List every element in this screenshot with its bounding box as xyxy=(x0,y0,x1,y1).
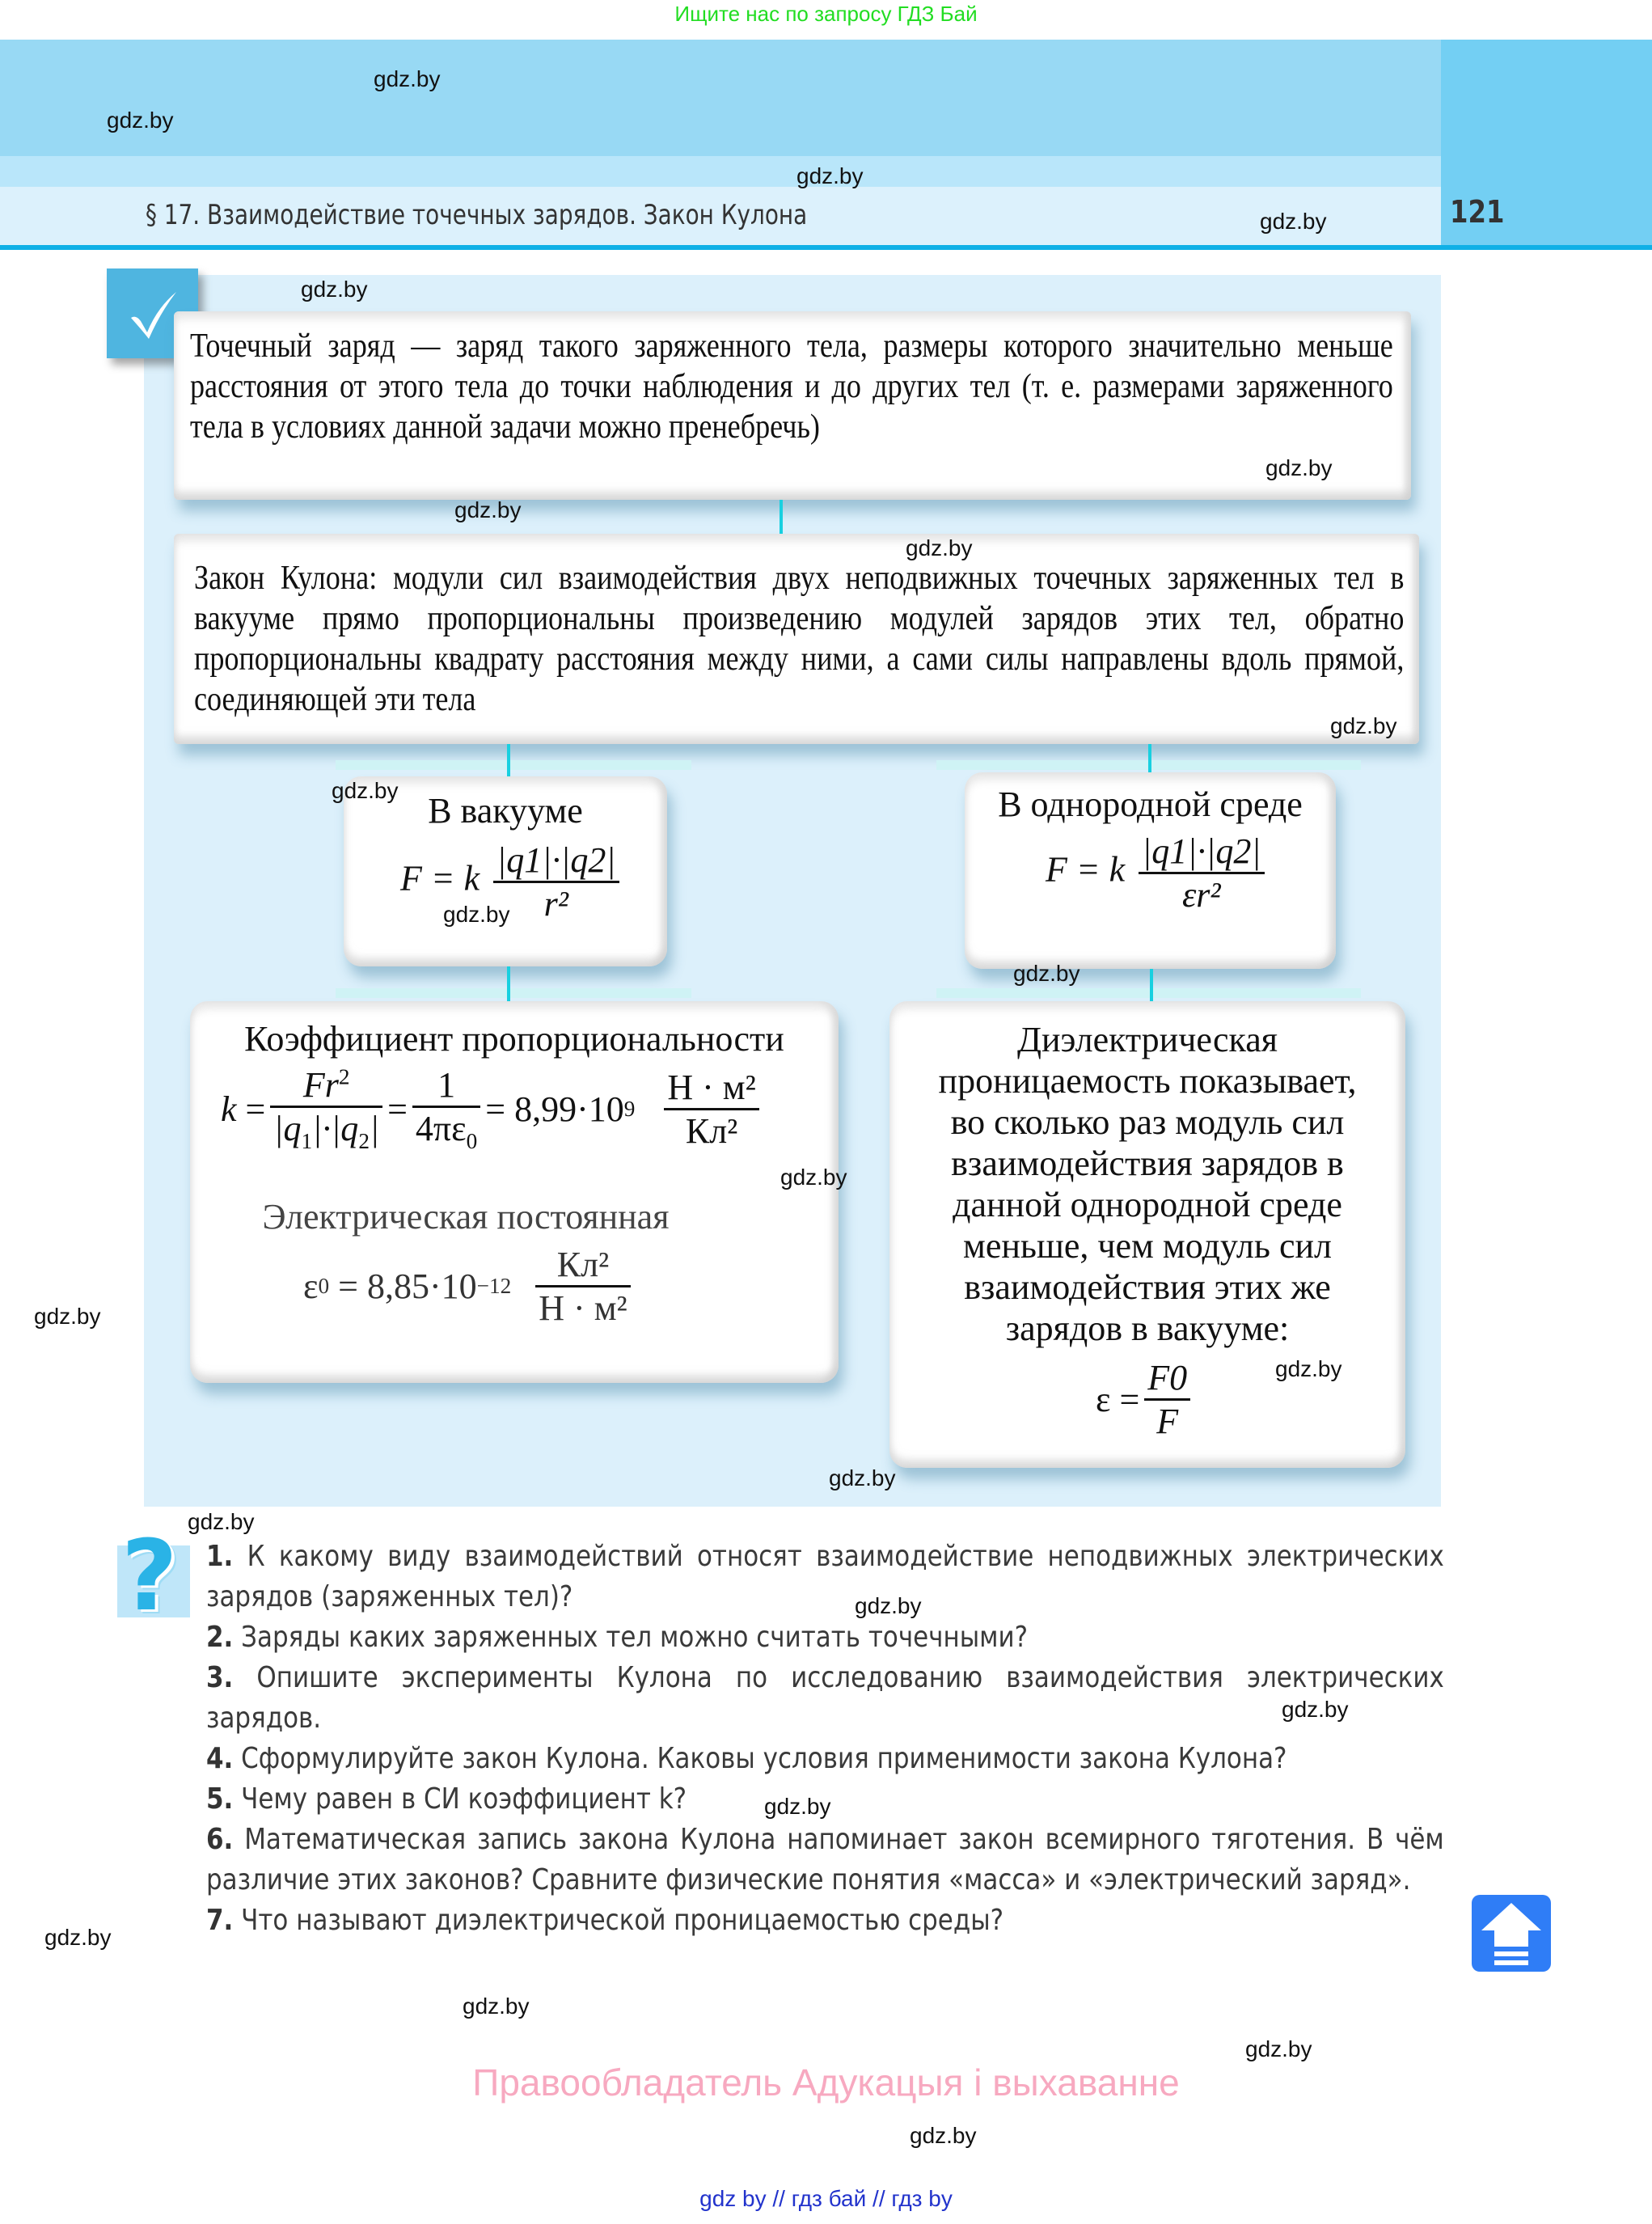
eps-title: Электрическая постоянная xyxy=(262,1197,670,1237)
question-number: 6. xyxy=(206,1823,234,1856)
footer-links[interactable]: gdz by // гдз бай // гдз by xyxy=(699,2186,953,2211)
watermark: gdz.by xyxy=(1013,961,1080,986)
denominator: εr² xyxy=(1181,875,1221,915)
watermark: gdz.by xyxy=(188,1509,255,1534)
eps-formula: ε 0 = 8,85 ·10 −12 $\frac{\text{Кл²}}{\text{Н · м²}}$ xyxy=(303,1244,636,1329)
question-number: 2. xyxy=(206,1621,234,1654)
question-text: Опишите эксперименты Кулона по исследованию взаимодействия электрических зарядов. xyxy=(206,1661,1444,1735)
dielectric-formula xyxy=(1096,1357,1195,1442)
k-formula: k = $\frac{Fr^2}{|q_1|\cdot|q_2|}$ = $\frac{1}{4\pi\varepsilon_0}$ = 8,99 ·10 9 $\frac{\text{Н · м²}}{\text{Кл²}}$ xyxy=(221,1064,764,1154)
watermark: gdz.by xyxy=(855,1593,922,1618)
watermark: gdz.by xyxy=(107,108,174,133)
coefficient-title: Коэффициент пропорциональности xyxy=(244,1019,784,1059)
question-item xyxy=(206,1658,1444,1739)
question-item xyxy=(206,1617,1444,1658)
watermark: gdz.by xyxy=(1245,2036,1312,2061)
watermark: gdz.by xyxy=(780,1165,847,1190)
watermark: gdz.by xyxy=(44,1925,112,1950)
coulomb-law-box xyxy=(174,534,1419,744)
watermark: gdz.by xyxy=(910,2123,977,2148)
watermark: gdz.by xyxy=(1260,209,1327,234)
question-text: Сформулируйте закон Кулона. Каковы условия применимости закона Кулона? xyxy=(241,1742,1287,1775)
question-number: 4. xyxy=(206,1742,234,1775)
connector-line xyxy=(1150,969,1153,1001)
connector-line xyxy=(507,966,510,1001)
watermark: gdz.by xyxy=(374,66,441,91)
medium-formula xyxy=(1046,831,1270,915)
questions-list xyxy=(206,1537,1443,1941)
eps-unit-denominator: Н · м² xyxy=(539,1288,627,1328)
eps-unit-numerator: Кл² xyxy=(556,1245,610,1284)
watermark: gdz.by xyxy=(764,1794,831,1819)
copyright-notice: Правообладатель Адукацыя і выхаванне xyxy=(472,2061,1180,2103)
k-value: 8,99 xyxy=(514,1089,577,1129)
question-text: К какому виду взаимодействий относят взаимодействие неподвижных электрических зарядов (заряженных тел)? xyxy=(206,1540,1444,1613)
fraction: $\frac{1}{4\pi\varepsilon_0}$ xyxy=(412,1064,480,1154)
watermark: gdz.by xyxy=(1330,713,1397,738)
question-number: 1. xyxy=(206,1540,234,1573)
denominator: r² xyxy=(543,884,568,924)
vacuum-formula xyxy=(400,839,624,924)
connector-line xyxy=(780,500,783,534)
connector-band xyxy=(336,760,691,770)
checkmark-icon xyxy=(125,285,181,342)
question-number: 7. xyxy=(206,1904,234,1937)
numerator: |q1|·|q2| xyxy=(1142,831,1261,871)
watermark: gdz.by xyxy=(443,902,510,927)
definition-box xyxy=(174,311,1411,500)
question-text: Что называют диэлектрической проницаемостью среды? xyxy=(241,1904,1004,1937)
question-item xyxy=(206,1739,1444,1779)
watermark: gdz.by xyxy=(829,1465,896,1490)
coefficient-box xyxy=(190,1001,839,1383)
watermark: gdz.by xyxy=(1275,1356,1342,1381)
medium-title: В однородной среде xyxy=(998,784,1303,824)
definition-text: Точечный заряд — заряд такого заряженного тела, размеры которого значительно меньше расстояния от этого тела до точки наблюдения и до других тел (т. е. размерами заряженного тела в условиях данной задачи можно пренебречь) xyxy=(190,328,1393,446)
fraction xyxy=(493,839,619,924)
fraction: $\frac{Fr^2}{|q_1|\cdot|q_2|}$ xyxy=(270,1064,382,1154)
question-text: Математическая запись закона Кулона напоминает закон всемирного тяготения. В чём различие этих законов? Сравните физические понятия «масса» и «электрический заряд». xyxy=(206,1823,1444,1896)
formula-lhs: F = k xyxy=(400,858,480,898)
watermark: gdz.by xyxy=(796,163,864,188)
header-divider xyxy=(0,245,1652,250)
connector-line xyxy=(507,744,510,776)
watermark: gdz.by xyxy=(1265,455,1333,480)
watermark: gdz.by xyxy=(906,535,973,560)
watermark: gdz.by xyxy=(1282,1697,1349,1722)
connector-line xyxy=(1148,744,1151,773)
question-number: 3. xyxy=(206,1661,234,1694)
eps-value: 8,85 xyxy=(366,1266,429,1306)
denominator: F xyxy=(1156,1402,1179,1441)
k-unit-denominator: Кл² xyxy=(685,1110,738,1151)
k-exponent: 9 xyxy=(623,1096,636,1121)
question-text: Чему равен в СИ коэффициент k? xyxy=(241,1782,687,1816)
watermark: gdz.by xyxy=(34,1304,101,1329)
watermark: gdz.by xyxy=(463,1994,530,2019)
watermark: gdz.by xyxy=(454,497,522,522)
section-title: § 17. Взаимодействие точечных зарядов. Закон Кулона xyxy=(146,199,808,231)
fraction xyxy=(1139,831,1264,915)
numerator: |q1|·|q2| xyxy=(496,840,616,880)
arrow-up-icon xyxy=(1472,1895,1551,1972)
question-item xyxy=(206,1901,1444,1941)
coulomb-law-text: Закон Кулона: модули сил взаимодействия двух неподвижных точечных заряженных тел в вакууме прямо пропорциональны произведению модулей зарядов этих тел, обратно пропорциональны квадрату расстояния между ними, а сами силы направлены вдоль прямой, соединяющей эти тела xyxy=(194,560,1405,718)
numerator: F0 xyxy=(1147,1358,1188,1397)
eps-exponent: −12 xyxy=(476,1274,512,1298)
dielectric-text: Диэлектрическая проницаемость показывает, во сколько раз модуль сил взаимодействия зарядов в данной однородной среде меньше, чем модуль сил взаимодействия этих же зарядов в вакууме: xyxy=(938,1020,1357,1348)
page-number: 121 xyxy=(1450,194,1505,230)
connector-band xyxy=(936,988,1361,998)
question-item xyxy=(206,1820,1444,1901)
scroll-to-top-button[interactable] xyxy=(1472,1895,1551,1972)
top-banner: Ищите нас по запросу ГДЗ Бай xyxy=(674,2,978,26)
vacuum-formula-box xyxy=(344,776,667,966)
question-text: Заряды каких заряженных тел можно считать точечными? xyxy=(241,1621,1029,1654)
dielectric-box xyxy=(889,1001,1405,1468)
vacuum-title: В вакууме xyxy=(428,791,583,831)
question-number: 5. xyxy=(206,1782,234,1816)
question-mark-icon: ? xyxy=(121,1520,178,1633)
medium-formula-box xyxy=(965,772,1336,969)
header-band-top xyxy=(0,40,1441,156)
header-band-mid xyxy=(0,156,1441,187)
k-unit-numerator: Н · м² xyxy=(667,1067,756,1107)
connector-band xyxy=(336,988,691,998)
question-item xyxy=(206,1537,1444,1617)
formula-lhs: ε = xyxy=(1096,1380,1140,1419)
fraction xyxy=(1144,1357,1190,1442)
k-unit xyxy=(664,1067,758,1152)
formula-lhs: F = k xyxy=(1046,849,1126,890)
watermark: gdz.by xyxy=(332,778,399,803)
watermark: gdz.by xyxy=(301,277,368,302)
eps-unit xyxy=(535,1244,630,1329)
